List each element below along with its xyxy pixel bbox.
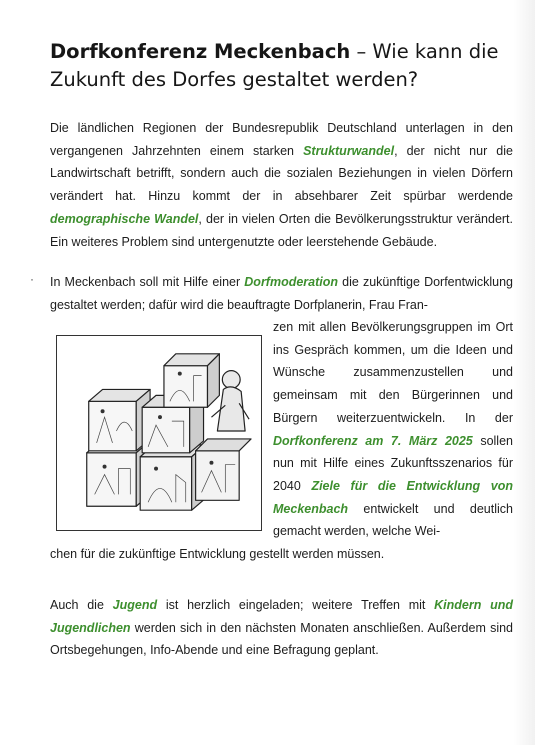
text-run: sollen nun mit Hilfe eines Zukunftsszenarios für 2040	[273, 433, 513, 493]
highlight-demographischer-wandel: demographische Wandel	[50, 211, 199, 226]
highlight-dorfmoderation: Dorfmoderation	[244, 275, 339, 289]
text-run: Auch die	[50, 598, 113, 612]
text-run: ist herzlich eingeladen; weitere Treffen mit	[157, 598, 435, 612]
paragraph-moderation-right	[273, 316, 513, 543]
text-run: Die ländlichen Regionen der Bundesrepublik Deutschland unterlagen in den vergangenen Jahrzehnten einem starken	[50, 121, 513, 158]
paragraph-youth	[50, 594, 513, 662]
cubes-drawing	[57, 336, 261, 530]
text-run: , der in vielen Orten die Bevölkerungsstruktur verändert. Ein weiteres Problem sind untergenutzte oder leerstehende Gebäude.	[50, 211, 513, 249]
bullet-marker: ·	[30, 272, 34, 286]
cubes-illustration	[56, 335, 262, 531]
text-run: die zukünftige Dorfentwicklung gestaltet werden; dafür wird die beauftragte Dorfplanerin, Frau Fran-	[50, 275, 513, 312]
text-run: zen mit allen Bevölkerungsgruppen im Ort ins Gespräch kommen, um die Ideen und Wünsche zusammenzustellen und gemeinsam mit den Bürgerinnen und Bürgern weiterzuentwickeln. In der	[273, 320, 513, 425]
text-run: werden sich in den nächsten Monaten anschließen. Außerdem sind Ortsbegehungen, Info-Abende und eine Befragung geplant.	[50, 620, 513, 658]
paragraph-moderation-intro	[50, 271, 513, 316]
highlight-kinder-jugendliche: Kindern und Jugendlichen	[50, 598, 513, 635]
text-run: In Meckenbach soll mit Hilfe einer	[50, 275, 245, 289]
paragraph-structural-change	[50, 117, 513, 253]
text-run: entwickelt und deutlich gemacht werden, welche Wei-	[273, 501, 513, 539]
text-run: , der nicht nur die Landwirtschaft betrifft, sondern auch die sozialen Beziehungen in vielen Dörfern verändert hat. Hinzu kommt der in absehbarer Zeit spürbar werdende	[50, 143, 513, 204]
highlight-ziele: Ziele für die Entwicklung von Meckenbach	[273, 478, 513, 516]
title-rest: – Wie kann die Zukunft des Dorfes gestaltet werden?	[50, 40, 499, 91]
page-title	[50, 38, 500, 94]
highlight-dorfkonferenz-date: Dorfkonferenz am 7. März 2025	[273, 433, 473, 448]
paragraph-moderation-end: chen für die zukünftige Entwicklung gestellt werden müssen.	[50, 547, 385, 561]
highlight-jugend: Jugend	[112, 598, 158, 612]
highlight-strukturwandel: Strukturwandel	[303, 143, 395, 158]
title-bold: Dorfkonferenz Meckenbach	[50, 40, 351, 63]
